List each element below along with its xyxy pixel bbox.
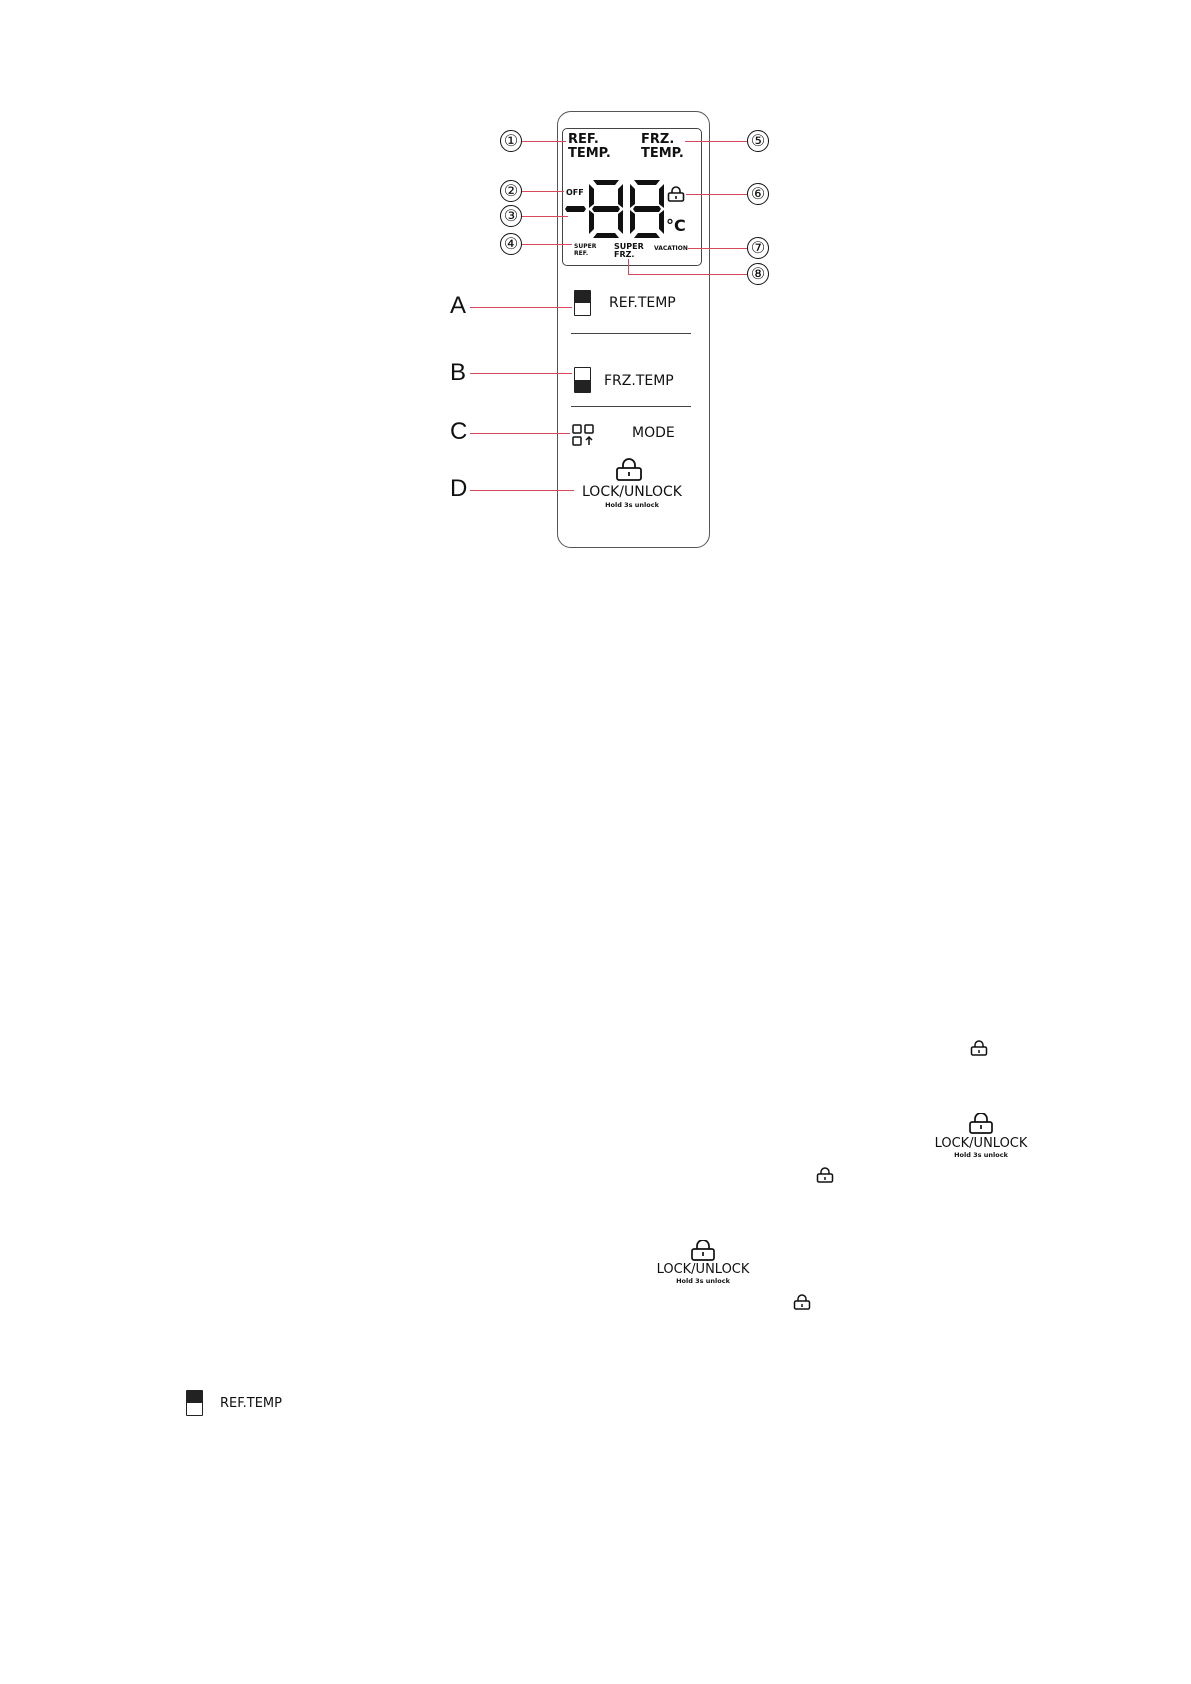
callout-6: ⑥ xyxy=(747,183,769,205)
leader-line xyxy=(470,490,574,491)
leader-line xyxy=(522,216,568,217)
padlock-icon xyxy=(615,458,643,482)
label-d: D xyxy=(450,475,468,502)
frz-temp-button[interactable]: FRZ.TEMP xyxy=(604,373,674,389)
lock-unlock-button-inline: LOCK/UNLOCK xyxy=(934,1136,1028,1151)
callout-7: ⑦ xyxy=(747,237,769,259)
super-frz-indicator: SUPER FRZ. xyxy=(614,242,644,259)
ref-half-icon-inline xyxy=(186,1390,203,1416)
off-indicator: OFF xyxy=(566,188,584,197)
leader-line xyxy=(522,244,572,245)
callout-8: ⑧ xyxy=(747,263,769,285)
leader-line xyxy=(470,373,572,374)
leader-line xyxy=(470,433,570,434)
hold-hint: Hold 3s unlock xyxy=(605,501,659,509)
callout-5: ⑤ xyxy=(747,130,769,152)
leader-line xyxy=(522,141,566,142)
callout-4: ④ xyxy=(500,233,522,255)
leader-line xyxy=(685,141,747,142)
ref-temp-indicator: REF. TEMP. xyxy=(568,132,611,161)
padlock-icon xyxy=(970,1040,988,1056)
callout-1: ① xyxy=(500,130,522,152)
lock-unlock-button-inline: LOCK/UNLOCK xyxy=(656,1262,750,1277)
seven-segment-digits xyxy=(565,180,675,238)
callout-3: ③ xyxy=(500,205,522,227)
lock-indicator-icon xyxy=(667,186,685,202)
lock-unlock-button[interactable]: LOCK/UNLOCK xyxy=(582,484,682,500)
ref-temp-inline: REF.TEMP xyxy=(220,1396,282,1411)
leader-line xyxy=(686,194,747,195)
hold-hint-inline: Hold 3s unlock xyxy=(676,1277,730,1285)
label-c: C xyxy=(450,418,468,445)
leader-line xyxy=(688,248,747,249)
padlock-icon xyxy=(690,1240,716,1262)
divider xyxy=(571,333,691,334)
leader-line xyxy=(470,307,572,308)
leader-line xyxy=(522,191,564,192)
super-ref-indicator: SUPER REF. xyxy=(574,243,597,257)
padlock-icon xyxy=(816,1167,834,1183)
mode-grid-icon xyxy=(572,424,596,446)
hold-hint-inline: Hold 3s unlock xyxy=(954,1151,1008,1159)
callout-2: ② xyxy=(500,180,522,202)
padlock-icon xyxy=(968,1113,994,1135)
divider xyxy=(571,406,691,407)
label-b: B xyxy=(450,359,467,386)
ref-temp-button[interactable]: REF.TEMP xyxy=(609,295,676,311)
frz-temp-indicator: FRZ. TEMP. xyxy=(641,132,684,161)
label-a: A xyxy=(450,292,467,319)
mode-button[interactable]: MODE xyxy=(632,425,675,441)
padlock-icon xyxy=(793,1294,811,1310)
leader-line xyxy=(628,274,747,275)
vacation-indicator: VACATION xyxy=(654,245,688,252)
ref-half-icon xyxy=(574,290,591,316)
leader-line xyxy=(628,259,629,274)
celsius-unit: °C xyxy=(666,216,686,235)
frz-half-icon xyxy=(574,367,591,393)
